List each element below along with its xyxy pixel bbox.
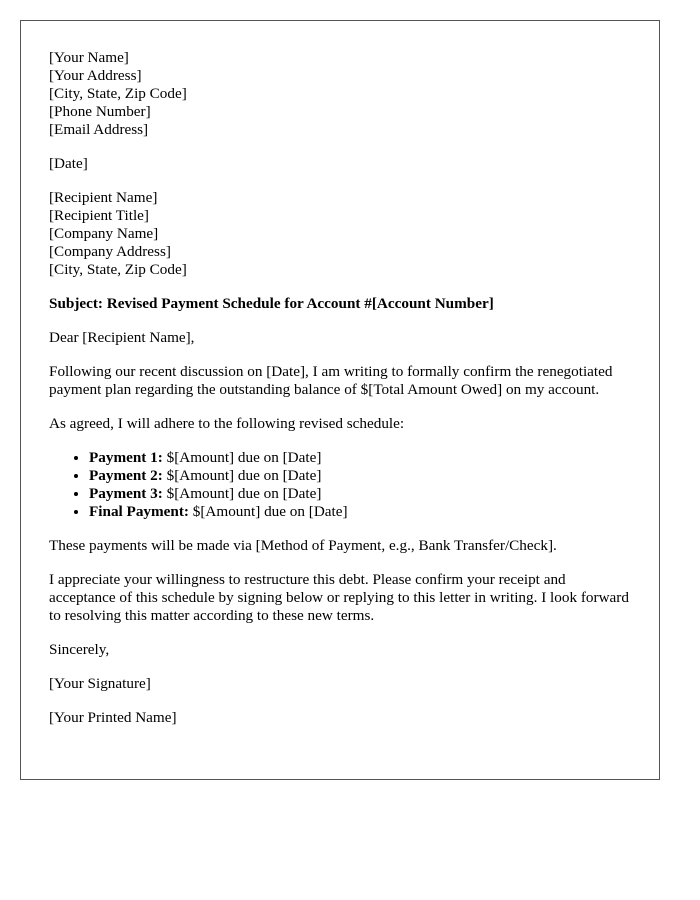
payment-detail: $[Amount] due on [Date] (166, 485, 322, 502)
payment-detail: $[Amount] due on [Date] (166, 449, 322, 466)
sender-block (49, 49, 631, 139)
date-block (49, 155, 631, 173)
printed-name: [Your Printed Name] (49, 709, 177, 726)
recipient-city-state-zip: [City, State, Zip Code] (49, 261, 187, 278)
sender-email: [Email Address] (49, 121, 149, 138)
payment-item-1 (89, 449, 631, 467)
method-paragraph: These payments will be made via [Method of Payment, e.g., Bank Transfer/Check]. (49, 537, 557, 554)
payment-label: Final Payment: (89, 503, 189, 520)
recipient-company: [Company Name] (49, 225, 159, 242)
payment-detail: $[Amount] due on [Date] (166, 467, 322, 484)
recipient-name: [Recipient Name] (49, 189, 158, 206)
payment-schedule-list (49, 449, 631, 521)
payment-item-3 (89, 485, 631, 503)
subject-line: Subject: Revised Payment Schedule for Account #[Account Number] (49, 295, 494, 312)
payment-label: Payment 2: (89, 467, 163, 484)
closing-paragraph: I appreciate your willingness to restructure this debt. Please confirm your receipt and acceptance of this schedule by signing below or replying to this letter in writing. I look forward to resolving this matter according to these new terms. (49, 571, 629, 624)
agreed-paragraph: As agreed, I will adhere to the following revised schedule: (49, 415, 405, 432)
recipient-block (49, 189, 631, 279)
signature-placeholder: [Your Signature] (49, 675, 151, 692)
sender-name: [Your Name] (49, 49, 129, 66)
sender-address: [Your Address] (49, 67, 142, 84)
letter-page (20, 20, 660, 780)
recipient-title: [Recipient Title] (49, 207, 149, 224)
salutation: Dear [Recipient Name], (49, 329, 195, 346)
intro-paragraph: Following our recent discussion on [Date], I am writing to formally confirm the renegotiated payment plan regarding the outstanding balance of $[Total Amount Owed] on my account. (49, 363, 613, 398)
valediction: Sincerely, (49, 641, 110, 658)
letter-date: [Date] (49, 155, 88, 172)
payment-item-2 (89, 467, 631, 485)
payment-detail: $[Amount] due on [Date] (192, 503, 348, 520)
payment-label: Payment 3: (89, 485, 163, 502)
payment-item-final (89, 503, 631, 521)
sender-city-state-zip: [City, State, Zip Code] (49, 85, 187, 102)
payment-label: Payment 1: (89, 449, 163, 466)
sender-phone: [Phone Number] (49, 103, 151, 120)
recipient-company-address: [Company Address] (49, 243, 171, 260)
